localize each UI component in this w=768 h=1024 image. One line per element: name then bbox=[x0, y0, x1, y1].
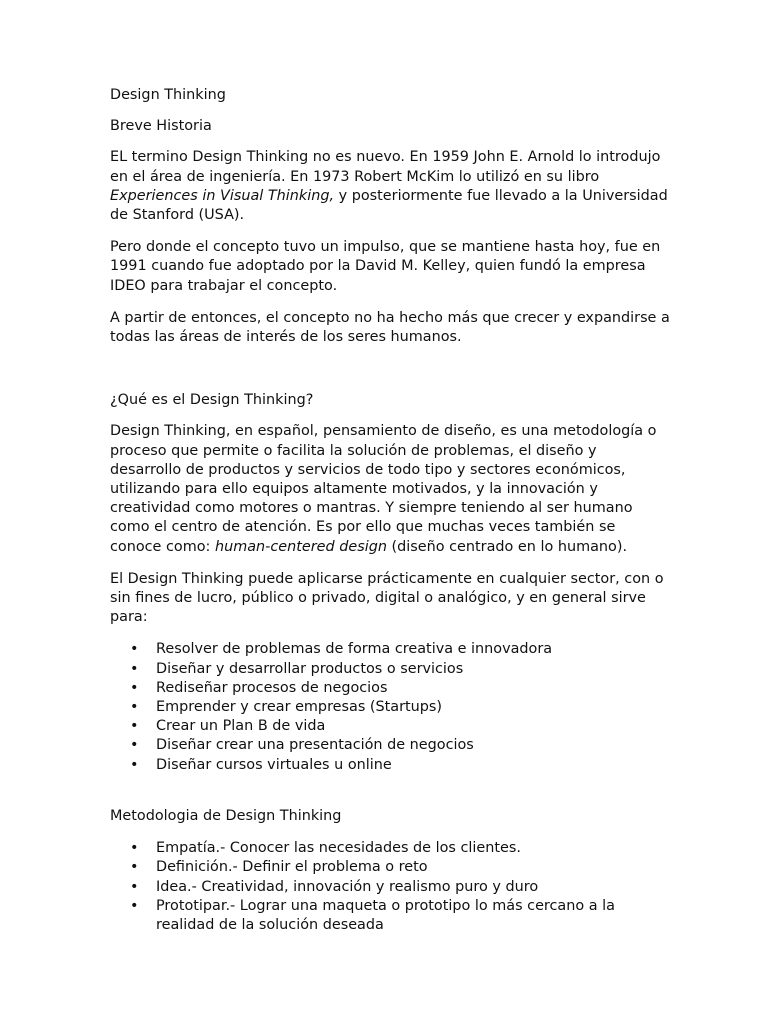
list-item-text: Empatía.- Conocer las necesidades de los clientes. bbox=[156, 840, 521, 857]
bullet-icon: • bbox=[130, 660, 139, 677]
list-item bbox=[110, 717, 670, 736]
bullet-icon: • bbox=[130, 679, 139, 696]
emphasis-term: human-centered design bbox=[214, 538, 387, 555]
list-item bbox=[110, 756, 670, 775]
paragraph-applications: El Design Thinking puede aplicarse prácticamente en cualquier sector, con o sin fines de lucro, público o privado, digital o analógico, y en general sirve para: bbox=[110, 570, 664, 626]
paragraph-history-3: A partir de entonces, el concepto no ha hecho más que crecer y expandirse a todas las áreas de interés de los seres humanos. bbox=[110, 309, 670, 346]
list-item bbox=[110, 858, 670, 877]
list-item-text: Prototipar.- Lograr una maqueta o prototipo lo más cercano a la realidad de la solución deseada bbox=[156, 897, 615, 933]
text-run: Design Thinking, en español, pensamiento de diseño, es una metodología o proceso que permite o facilita la solución de problemas, el diseño y desarrollo de productos y servicios de todo tipo y sectores económicos, utilizando para ello equipos altamente motivados, y la innovación y creatividad como motores o mantras. Y siempre teniendo al ser humano como el centro de atención. Es por ello que muchas veces también se conoce como: bbox=[110, 423, 657, 555]
list-item-text: Idea.- Creatividad, innovación y realismo puro y duro bbox=[156, 878, 539, 895]
section-heading-methodology: Metodologia de Design Thinking bbox=[110, 807, 342, 824]
paragraph-history-1 bbox=[110, 148, 670, 225]
list-item bbox=[110, 660, 670, 679]
list-item-text: Definición.- Definir el problema o reto bbox=[156, 859, 428, 876]
paragraph-definition bbox=[110, 422, 670, 556]
list-item bbox=[110, 736, 670, 755]
list-item bbox=[110, 839, 670, 858]
list-item-text: Diseñar crear una presentación de negocios bbox=[156, 737, 474, 754]
methodology-list bbox=[110, 839, 670, 935]
book-title: Experiences in Visual Thinking, bbox=[110, 187, 335, 204]
bullet-icon: • bbox=[130, 641, 139, 658]
list-item-text: Diseñar y desarrollar productos o servicios bbox=[156, 660, 464, 677]
bullet-icon: • bbox=[130, 840, 139, 857]
list-item-text: Diseñar cursos virtuales u online bbox=[156, 756, 392, 773]
list-item bbox=[110, 897, 670, 935]
bullet-icon: • bbox=[130, 699, 139, 716]
text-run: EL termino Design Thinking no es nuevo. En 1959 John E. Arnold lo introdujo en el área de ingeniería. En 1973 Robert McKim lo utilizó en su libro bbox=[110, 149, 661, 185]
paragraph-history-2: Pero donde el concepto tuvo un impulso, que se mantiene hasta hoy, fue en 1991 cuando fue adoptado por la David M. Kelley, quien fundó la empresa IDEO para trabajar el concepto. bbox=[110, 239, 661, 294]
list-item bbox=[110, 640, 670, 659]
list-item-text: Emprender y crear empresas (Startups) bbox=[156, 699, 443, 716]
text-run: (diseño centrado en lo humano). bbox=[386, 538, 628, 555]
bullet-icon: • bbox=[130, 878, 139, 895]
bullet-icon: • bbox=[130, 897, 139, 914]
bullet-icon: • bbox=[130, 718, 139, 735]
uses-list bbox=[110, 640, 670, 774]
list-item-text: Resolver de problemas de forma creativa e innovadora bbox=[156, 641, 553, 658]
bullet-icon: • bbox=[130, 737, 139, 754]
list-item bbox=[110, 878, 670, 897]
list-item-text: Crear un Plan B de vida bbox=[156, 718, 326, 735]
document-title: Design Thinking bbox=[110, 87, 226, 103]
section-heading-what-is: ¿Qué es el Design Thinking? bbox=[110, 392, 314, 409]
bullet-icon: • bbox=[130, 859, 139, 876]
list-item bbox=[110, 679, 670, 698]
document-page bbox=[110, 86, 670, 935]
list-item bbox=[110, 698, 670, 717]
list-item-text: Rediseñar procesos de negocios bbox=[156, 679, 388, 696]
text-run: y posteriormente fue llevado a la Universidad de Stanford (USA). bbox=[110, 187, 668, 224]
section-heading-history: Breve Historia bbox=[110, 118, 212, 135]
bullet-icon: • bbox=[130, 756, 139, 773]
